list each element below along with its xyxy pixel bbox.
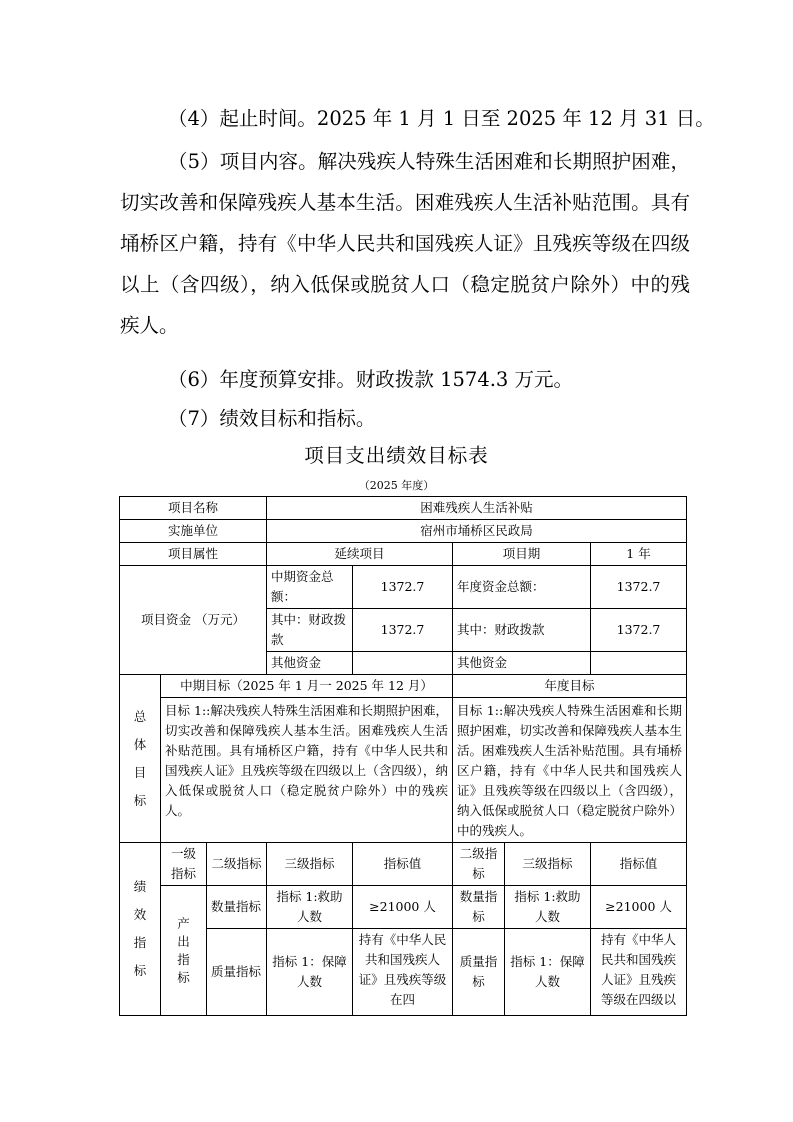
year-goal-header: 年度目标: [453, 675, 687, 698]
header-level3-year: 三级指标: [505, 843, 591, 886]
paragraph-budget: （6）年度预算安排。财政拨款 1574.3 万元。: [168, 368, 574, 391]
period-label: 项目期: [453, 543, 591, 566]
mid-goal-header: 中期目标（2025 年 1 月一 2025 年 12 月）: [161, 675, 453, 698]
quantity-indicator: 数量指标: [207, 886, 267, 929]
header-level2-year: 二级指标: [453, 843, 505, 886]
quality-value: 持有《中华人民共和国残疾人证》且残疾等级在四: [353, 929, 453, 1016]
project-name-label: 项目名称: [120, 497, 267, 520]
mid-total-label: 中期资金总额：: [267, 566, 353, 609]
unit-label: 实施单位: [120, 520, 267, 543]
attr-value: 延续项目: [267, 543, 453, 566]
year-total-value: 1372.7: [591, 566, 687, 609]
mid-other-label: 其他资金: [267, 652, 353, 675]
year-fiscal-value: 1372.7: [591, 609, 687, 652]
table-row: [120, 566, 687, 609]
header-level3: 三级指标: [267, 843, 353, 886]
table-row: [120, 698, 687, 843]
period-value: 1 年: [591, 543, 687, 566]
paragraph-content: （5）项目内容。解决残疾人特殊生活困难和长期照护困难，切实改善和保障残疾人基本生活。困难残疾人生活补贴范围。具有埇桥区户籍，持有《中华人民共和国残疾人证》且残疾等级在四级以上（含四级），纳入低保或脱贫人口（稳定脱贫户除外）中的残疾人。: [120, 150, 690, 337]
quantity-value: ≥21000 人: [353, 886, 453, 929]
table-subtitle: （2025 年度）: [358, 479, 435, 492]
performance-table: [119, 496, 687, 1016]
quantity-level3: 指标 1:救助人数: [267, 886, 353, 929]
funds-label: 项目资金 （万元）: [120, 566, 267, 675]
quality-value-year: 持有《中华人民共和国残疾人证》且残疾等级在四级以: [591, 929, 687, 1016]
table-row: [120, 886, 687, 929]
table-row: [120, 843, 687, 886]
quality-level3-year: 指标 1：保障人数: [505, 929, 591, 1016]
quality-indicator-year: 质量指标: [453, 929, 505, 1016]
project-name-value: 困难残疾人生活补贴: [267, 497, 687, 520]
quantity-value-year: ≥21000 人: [591, 886, 687, 929]
header-level2: 二级指标: [207, 843, 267, 886]
indicators-label: 绩 效 指 标: [120, 843, 161, 1016]
paragraph-period: （4）起止时间。2025 年 1 月 1 日至 2025 年 12 月 31 日。: [168, 107, 715, 130]
mid-fiscal-label: 其中：财政拨款: [267, 609, 353, 652]
unit-value: 宿州市埇桥区民政局: [267, 520, 687, 543]
mid-total-value: 1372.7: [353, 566, 453, 609]
mid-other-value: [353, 652, 453, 675]
quality-level3: 指标 1：保障人数: [267, 929, 353, 1016]
header-value: 指标值: [353, 843, 453, 886]
header-value-year: 指标值: [591, 843, 687, 886]
mid-fiscal-value: 1372.7: [353, 609, 453, 652]
table-row: [120, 520, 687, 543]
quality-indicator: 质量指标: [207, 929, 267, 1016]
table-row: [120, 675, 687, 698]
table-title: 项目支出绩效目标表: [304, 444, 489, 467]
quantity-level3-year: 指标 1:救助人数: [505, 886, 591, 929]
table-row: [120, 543, 687, 566]
header-level1: 一级指标: [161, 843, 207, 886]
attr-label: 项目属性: [120, 543, 267, 566]
year-goal-text: 目标 1::解决残疾人特殊生活困难和长期照护困难，切实改善和保障残疾人基本生活。困难残疾人生活补贴范围。具有埇桥区户籍，持有《中华人民共和国残疾人证》且残疾等级在四级以上（含四级），纳入低保或脱贫人口（稳定脱贫户除外）中的残疾人。: [453, 698, 687, 843]
year-other-label: 其他资金: [453, 652, 591, 675]
year-fiscal-label: 其中：财政拨款: [453, 609, 591, 652]
paragraph-targets: （7）绩效目标和指标。: [168, 407, 376, 430]
year-total-label: 年度资金总额：: [453, 566, 591, 609]
table-row: [120, 497, 687, 520]
overall-goal-label: 总 体 目 标: [120, 675, 161, 843]
quantity-indicator-year: 数量指标: [453, 886, 505, 929]
mid-goal-text: 目标 1::解决残疾人特殊生活困难和长期照护困难，切实改善和保障残疾人基本生活。困难残疾人生活补贴范围。具有埇桥区户籍，持有《中华人民共和国残疾人证》且残疾等级在四级以上（含四级），纳入低保或脱贫人口（稳定脱贫户除外）中的残疾人。: [161, 698, 453, 843]
year-other-value: [591, 652, 687, 675]
output-indicator-label: 产 出 指 标: [161, 886, 207, 1016]
